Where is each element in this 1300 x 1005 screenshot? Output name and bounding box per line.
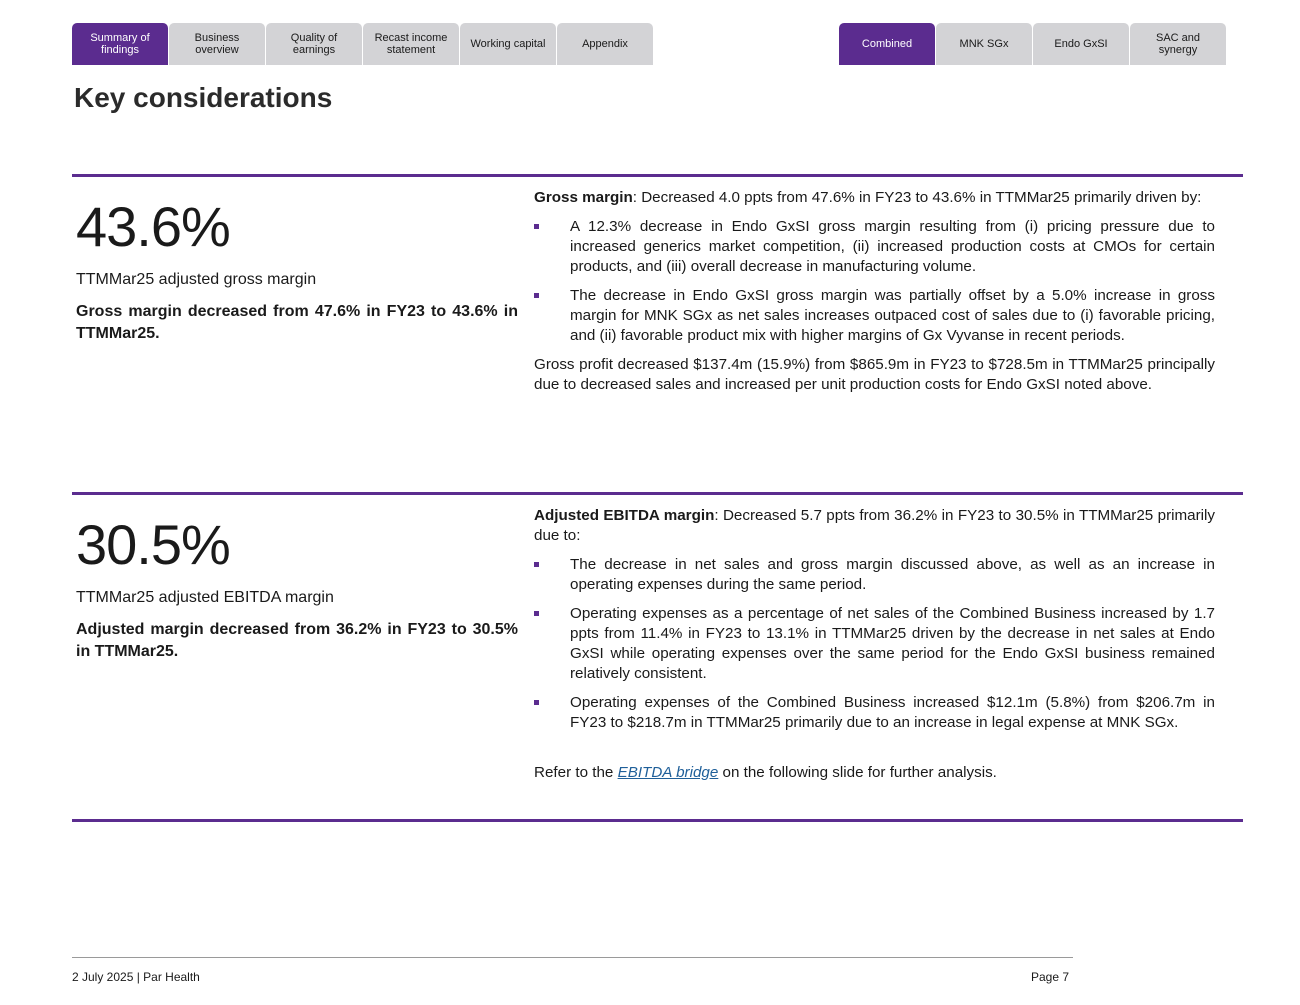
gross-margin-label: TTMMar25 adjusted gross margin xyxy=(76,271,317,288)
square-bullet-icon xyxy=(534,562,539,567)
square-bullet-icon xyxy=(534,700,539,705)
gross-margin-lead-text: : Decreased 4.0 ppts from 47.6% in FY23 to 43.6% in TTMMar25 primarily driven by: xyxy=(632,189,1202,206)
page-title: Key considerations xyxy=(74,82,333,113)
list-item xyxy=(534,217,1215,277)
list-item xyxy=(534,286,1215,346)
refer-suffix: on the following slide for further analysis. xyxy=(718,764,997,781)
ebitda-margin-section xyxy=(72,492,1243,822)
ebitda-margin-lead xyxy=(534,506,1215,546)
ebitda-margin-label: TTMMar25 adjusted EBITDA margin xyxy=(76,589,334,606)
bullet-text: The decrease in net sales and gross margin discussed above, as well as an increase in operating expenses during the same period. xyxy=(570,556,1215,593)
ebitda-margin-lead-bold: Adjusted EBITDA margin xyxy=(534,507,715,524)
square-bullet-icon xyxy=(534,611,539,616)
gross-margin-value: 43.6% xyxy=(76,195,230,258)
tab-endo-gxsi[interactable]: Endo GxSI xyxy=(1033,23,1129,65)
tab-quality-of-earnings[interactable]: Quality of earnings xyxy=(266,23,362,65)
ebitda-margin-summary: Adjusted margin decreased from 36.2% in FY23 to 30.5% in TTMMar25. xyxy=(76,621,518,660)
gross-margin-lead xyxy=(534,188,1215,208)
square-bullet-icon xyxy=(534,293,539,298)
gross-margin-metric xyxy=(76,177,518,345)
bullet-text: Operating expenses of the Combined Business increased $12.1m (5.8%) from $206.7m in FY23 to $218.7m in TTMMar25 primarily due to an increase in legal expense at MNK SGx. xyxy=(570,694,1215,731)
footer-date-company: 2 July 2025 | Par Health xyxy=(72,970,200,984)
list-item xyxy=(534,604,1215,684)
section-tabs xyxy=(72,23,653,65)
entity-tabs xyxy=(839,23,1226,65)
gross-profit-closing: Gross profit decreased $137.4m (15.9%) from $865.9m in FY23 to $728.5m in TTMMar25 principally due to decreased sales and increased per unit production costs for Endo GxSI noted above. xyxy=(534,356,1215,393)
bullet-text: The decrease in Endo GxSI gross margin was partially offset by a 5.0% increase in gross margin for MNK SGx as net sales increases outpaced cost of sales due to (i) favorable pricing, and (ii) favorable product mix with higher margins of Gx Vyvanse in recent periods. xyxy=(570,287,1215,344)
tab-recast-income-statement[interactable]: Recast income statement xyxy=(363,23,459,65)
gross-margin-bullets xyxy=(534,217,1215,346)
square-bullet-icon xyxy=(534,224,539,229)
gross-margin-lead-bold: Gross margin xyxy=(534,189,633,206)
tab-working-capital[interactable]: Working capital xyxy=(460,23,556,65)
bullet-text: A 12.3% decrease in Endo GxSI gross margin resulting from (i) pricing pressure due to increased generics market competition, (ii) increased production costs at CMOs for certain products, and (iii) overall decrease in manufacturing volume. xyxy=(570,218,1215,275)
tab-sac-and-synergy[interactable]: SAC and synergy xyxy=(1130,23,1226,65)
list-item xyxy=(534,693,1215,733)
ebitda-margin-value: 30.5% xyxy=(76,513,230,576)
tab-business-overview[interactable]: Business overview xyxy=(169,23,265,65)
gross-margin-summary: Gross margin decreased from 47.6% in FY23 to 43.6% in TTMMar25. xyxy=(76,303,518,342)
ebitda-margin-lead-text: : Decreased 5.7 ppts from 36.2% in FY23 to 30.5% in TTMMar25 primarily due to: xyxy=(534,507,1215,544)
refer-prefix: Refer to the xyxy=(534,764,618,781)
tab-combined[interactable]: Combined xyxy=(839,23,935,65)
footer-divider xyxy=(72,957,1073,958)
tab-summary-of-findings[interactable]: Summary of findings xyxy=(72,23,168,65)
ebitda-margin-bullets xyxy=(534,555,1215,733)
gross-margin-commentary xyxy=(534,188,1215,404)
ebitda-margin-commentary xyxy=(534,506,1215,792)
ebitda-bridge-link[interactable]: EBITDA bridge xyxy=(617,764,719,781)
page-number: Page 7 xyxy=(1031,970,1070,984)
ebitda-margin-metric xyxy=(76,495,518,663)
refer-note xyxy=(534,763,1215,783)
bullet-text: Operating expenses as a percentage of net sales of the Combined Business increased by 1.7 ppts from 11.4% in FY23 to 13.1% in TTMMar25 driven by the decrease in net sales at Endo GxSI while operating expenses over the same period for the Endo GxSI business remained relatively consistent. xyxy=(570,605,1215,682)
tab-mnk-sgx[interactable]: MNK SGx xyxy=(936,23,1032,65)
list-item xyxy=(534,555,1215,595)
tab-appendix[interactable]: Appendix xyxy=(557,23,653,65)
gross-margin-section xyxy=(72,174,1243,494)
